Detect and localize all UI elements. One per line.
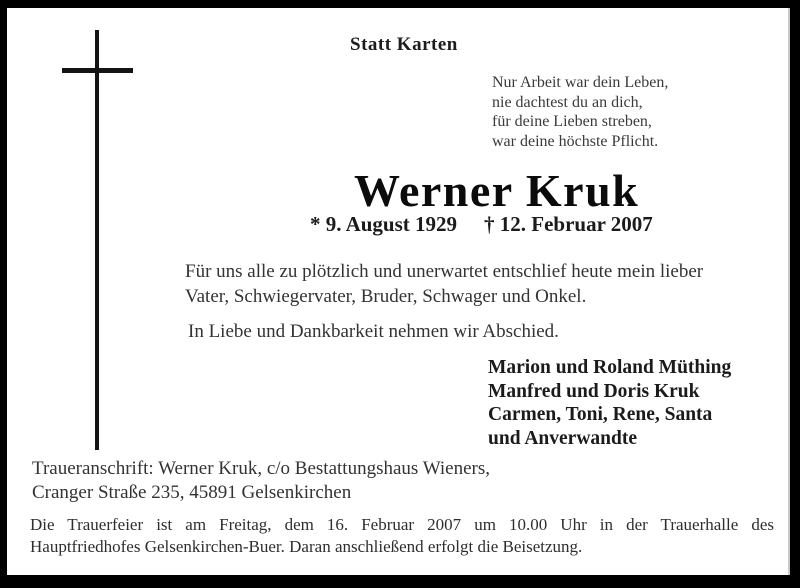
mourner-line: und Anverwandte: [488, 427, 637, 449]
announcement-text: [185, 260, 785, 309]
mourner-line: Carmen, Toni, Rene, Santa: [488, 404, 713, 425]
address-line: Traueranschrift: Werner Kruk, c/o Bestattungshaus Wieners,: [32, 458, 490, 479]
deceased-name: Werner Kruk: [354, 165, 640, 216]
condolence-address: [32, 457, 490, 504]
mourner-line: Marion und Roland Müthing: [488, 357, 732, 378]
memorial-verse: [492, 73, 668, 151]
cross-horizontal-bar: [62, 68, 133, 73]
cross-vertical-bar: [95, 30, 99, 450]
mourners-list: [488, 356, 731, 450]
funeral-line: Hauptfriedhofes Gelsenkirchen-Buer. Daran anschließend erfolgt die Beisetzung.: [30, 536, 583, 556]
announcement-line: Für uns alle zu plötzlich und unerwartet entschlief heute mein lieber: [185, 261, 704, 282]
farewell-text: In Liebe und Dankbarkeit nehmen wir Abschied.: [188, 321, 559, 342]
verse-line: Nur Arbeit war dein Leben,: [492, 74, 669, 91]
funeral-line: Die Trauerfeier ist am Freitag, dem 16. Februar 2007 um 10.00 Uhr in der Trauerhalle des: [30, 515, 774, 534]
verse-line: nie dachtest du an dich,: [492, 93, 643, 111]
verse-line: für deine Lieben streben,: [492, 113, 652, 130]
death-date: † 12. Februar 2007: [484, 212, 653, 236]
life-dates: [310, 212, 653, 237]
verse-line: war deine höchste Pflicht.: [492, 132, 659, 150]
announcement-line: Vater, Schwiegervater, Bruder, Schwager und Onkel.: [185, 285, 587, 307]
funeral-details: [30, 514, 774, 557]
address-line: Cranger Straße 235, 45891 Gelsenkirchen: [32, 481, 352, 503]
birth-date: * 9. August 1929: [310, 212, 458, 236]
notice-paper: [7, 8, 790, 575]
pre-header: Statt Karten: [350, 34, 458, 55]
mourner-line: Manfred und Doris Kruk: [488, 380, 700, 402]
